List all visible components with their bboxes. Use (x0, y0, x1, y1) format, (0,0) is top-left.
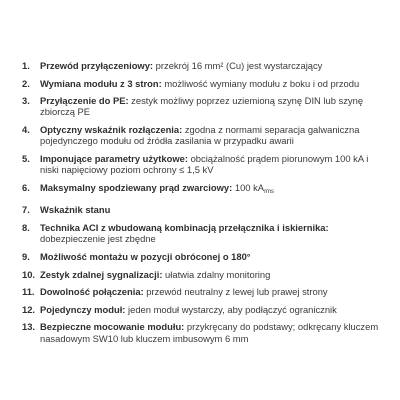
item-number: 4. (22, 124, 30, 136)
item-number: 5. (22, 152, 30, 164)
item-title: Wymiana modułu z 3 stron: (40, 77, 162, 89)
item-description: ułatwia zdalny monitoring (162, 268, 271, 280)
item-number: 11. (22, 286, 35, 298)
item-number: 8. (22, 222, 30, 234)
item-description: jeden moduł wystarczy, aby podłączyć ogranicznik (125, 303, 337, 315)
item-title: Pojedynczy moduł: (40, 303, 126, 315)
item-text (40, 60, 382, 71)
item-subscript: rms (264, 188, 275, 195)
item-number: 3. (22, 95, 30, 107)
item-description: przekrój 16 mm² (Cu) jest wystarczający (153, 60, 323, 71)
item-text (40, 95, 382, 118)
item-number: 10. (22, 268, 36, 280)
item-number: 7. (22, 204, 30, 216)
item-description: przykręcany do podstawy; odkręcany kluczem nasadowym SW10 lub kluczem imbusowym 6 mm (40, 321, 379, 344)
item-title: Bezpieczne mocowanie modułu: (40, 321, 185, 333)
item-title: Przewód przyłączeniowy: (40, 60, 154, 71)
item-title: Możliwość montażu w pozycji obróconej o 180° (40, 250, 251, 262)
item-description: obciążalność prądem piorunowym 100 kA i niski napięciowy poziom ochrony ≤ 1,5 kV (40, 152, 369, 176)
item-text (40, 124, 382, 147)
item-text (40, 269, 382, 280)
item-number: 6. (22, 181, 30, 193)
list-item (22, 269, 382, 280)
item-title: Zestyk zdalnej sygnalizacji: (40, 268, 163, 280)
list-item (22, 78, 382, 89)
item-description: możliwość wymiany modułu z boku i od przodu (161, 77, 360, 89)
item-description: dobezpieczenie jest zbędne (40, 233, 156, 245)
item-text (40, 78, 382, 89)
item-title: Optyczny wskaźnik rozłączenia: (40, 124, 183, 136)
item-number: 13. (22, 321, 36, 333)
item-description: 100 kA (232, 181, 265, 193)
item-number: 9. (22, 250, 30, 262)
list-item (22, 286, 382, 297)
list-item (22, 60, 382, 71)
item-text (40, 153, 382, 176)
item-text (40, 321, 382, 344)
list-item (22, 153, 382, 176)
item-text (40, 304, 382, 315)
item-title: Imponujące parametry użytkowe: (40, 152, 188, 164)
list-item (22, 124, 382, 147)
item-text (40, 222, 382, 245)
item-title: Przyłączenie do PE: (40, 95, 129, 107)
item-number: 1. (22, 60, 30, 71)
item-number: 2. (22, 77, 30, 89)
item-description: zestyk możliwy poprzez uziemioną szynę DIN lub szynę zbiorczą PE (40, 95, 364, 118)
item-text (40, 182, 382, 198)
feature-list (22, 60, 382, 350)
item-description: przewód neutralny z lewej lub prawej strony (143, 286, 328, 298)
list-item (22, 321, 382, 344)
item-title: Maksymalny spodziewany prąd zwarciowy: (40, 181, 233, 193)
list-item (22, 304, 382, 315)
item-description: zgodna z normami separacja galwaniczna pojedynczego modułu od źródła zasilania w przypadku awarii (40, 124, 360, 147)
item-number: 12. (22, 303, 36, 315)
item-text (40, 286, 382, 297)
list-item (22, 95, 382, 118)
list-item (22, 204, 382, 215)
list-item (22, 251, 382, 262)
item-title: Dowolność połączenia: (40, 286, 144, 298)
item-text (40, 204, 382, 215)
item-title: Technika ACI z wbudowaną kombinacją przełącznika i iskiernika: (40, 222, 329, 234)
list-item (22, 222, 382, 245)
item-text (40, 251, 382, 262)
item-title: Wskaźnik stanu (40, 204, 111, 216)
list-item (22, 182, 382, 198)
